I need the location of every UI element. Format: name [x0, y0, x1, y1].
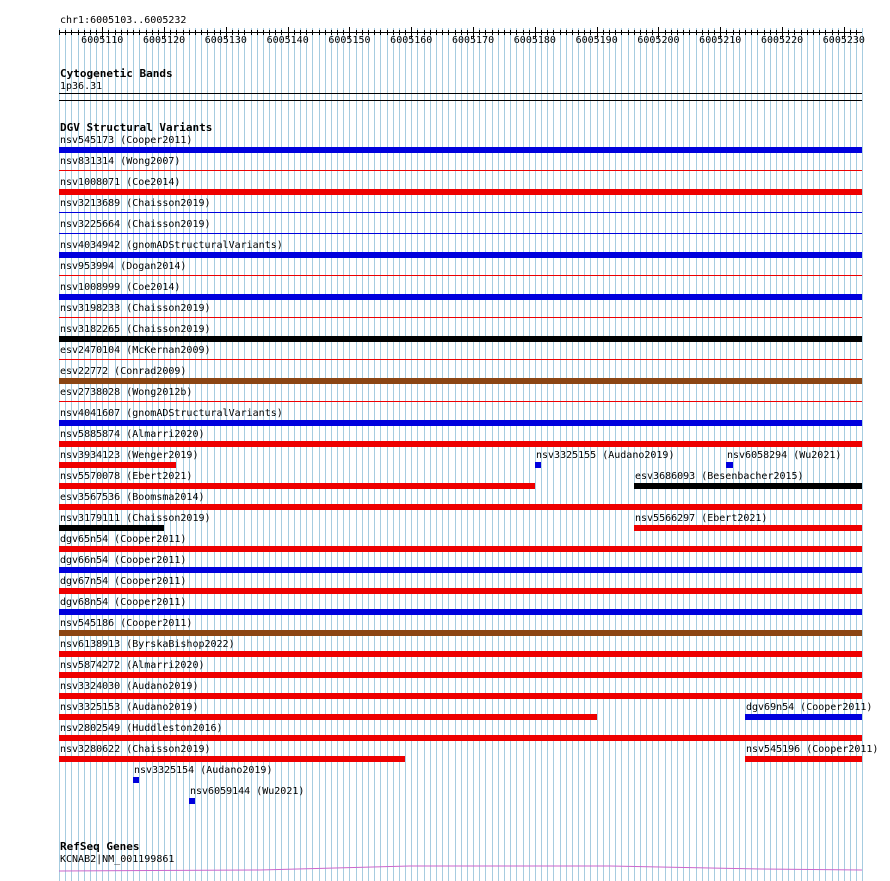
sv-label[interactable]: nsv5885874 (Almarri2020) [60, 429, 205, 440]
sv-feature-bar[interactable] [59, 588, 862, 594]
ruler-tick-label: 6005120 [142, 35, 186, 46]
ruler-tick-label: 6005200 [637, 35, 680, 46]
sv-label[interactable]: nsv5570078 (Ebert2021) [60, 471, 193, 482]
ruler-tick-label: 6005170 [451, 35, 495, 46]
sv-label[interactable]: dgv66n54 (Cooper2011) [60, 555, 187, 566]
sv-feature-bar[interactable] [745, 714, 862, 720]
sv-feature-bar[interactable] [535, 462, 541, 468]
ruler-tick-label: 6005190 [575, 35, 618, 46]
sv-label[interactable]: nsv953994 (Dogan2014) [60, 261, 187, 272]
ruler-tick-label: 6005210 [699, 35, 742, 46]
sv-label[interactable]: nsv545196 (Cooper2011) [746, 744, 879, 755]
cytoband-track-title[interactable]: Cytogenetic Bands [60, 67, 173, 80]
sv-label[interactable]: nsv3325155 (Audano2019) [536, 450, 675, 461]
ruler-tick-label: 6005110 [81, 35, 124, 46]
track-separator [59, 100, 862, 101]
refseq-gene-label[interactable]: KCNAB2|NM_001199861 [60, 854, 175, 865]
ruler-tick-label: 6005160 [390, 35, 433, 46]
sv-label[interactable]: nsv3182265 (Chaisson2019) [60, 324, 211, 335]
sv-feature-bar[interactable] [59, 693, 862, 699]
sv-feature-bar[interactable] [59, 462, 176, 468]
sv-label[interactable]: nsv1008071 (Coe2014) [60, 177, 181, 188]
sv-label[interactable]: nsv3280622 (Chaisson2019) [60, 744, 211, 755]
ruler-tick-label: 6005140 [266, 35, 309, 46]
sv-label[interactable]: esv22772 (Conrad2009) [60, 366, 187, 377]
sv-feature-bar[interactable] [59, 147, 862, 153]
sv-feature-bar[interactable] [59, 275, 862, 276]
sv-label[interactable]: nsv5874272 (Almarri2020) [60, 660, 205, 671]
sv-feature-bar[interactable] [59, 378, 862, 384]
cytoband-band[interactable] [59, 93, 862, 94]
sv-label[interactable]: nsv5566297 (Ebert2021) [635, 513, 768, 524]
sv-label[interactable]: dgv69n54 (Cooper2011) [746, 702, 873, 713]
sv-feature-bar[interactable] [59, 170, 862, 171]
sv-label[interactable]: nsv831314 (Wong2007) [60, 156, 181, 167]
sv-label[interactable]: esv3567536 (Boomsma2014) [60, 492, 205, 503]
refseq-track-title[interactable]: RefSeq Genes [60, 840, 140, 853]
sv-feature-bar[interactable] [59, 651, 862, 657]
sv-label[interactable]: nsv2802549 (Huddleston2016) [60, 723, 223, 734]
sv-feature-bar[interactable] [745, 756, 862, 762]
dgv-track-title[interactable]: DGV Structural Variants [60, 121, 213, 134]
sv-label[interactable]: nsv1008999 (Coe2014) [60, 282, 181, 293]
refseq-gene-model[interactable] [0, 861, 890, 881]
sv-label[interactable]: nsv3198233 (Chaisson2019) [60, 303, 211, 314]
sv-feature-bar[interactable] [59, 714, 597, 720]
sv-feature-bar[interactable] [59, 401, 862, 402]
sv-feature-bar[interactable] [59, 756, 405, 762]
sv-label[interactable]: nsv6058294 (Wu2021) [727, 450, 842, 461]
sv-feature-bar[interactable] [59, 189, 862, 195]
sv-label[interactable]: nsv3934123 (Wenger2019) [60, 450, 199, 461]
sv-feature-bar[interactable] [59, 546, 862, 552]
sv-label[interactable]: esv2738028 (Wong2012b) [60, 387, 193, 398]
sv-feature-bar[interactable] [726, 462, 733, 468]
sv-feature-bar[interactable] [59, 567, 862, 573]
sv-feature-bar[interactable] [59, 672, 862, 678]
sv-feature-bar[interactable] [59, 294, 862, 300]
region-label: chr1:6005103..6005232 [60, 15, 187, 26]
sv-label[interactable]: esv3686093 (Besenbacher2015) [635, 471, 804, 482]
sv-feature-bar[interactable] [59, 317, 862, 318]
sv-label[interactable]: nsv3324030 (Audano2019) [60, 681, 199, 692]
sv-feature-bar[interactable] [59, 504, 862, 510]
sv-label[interactable]: nsv4041607 (gnomADStructuralVariants) [60, 408, 283, 419]
sv-label[interactable]: dgv68n54 (Cooper2011) [60, 597, 187, 608]
sv-feature-bar[interactable] [133, 777, 139, 783]
sv-label[interactable]: nsv3325154 (Audano2019) [134, 765, 273, 776]
ruler-tick-label: 6005230 [822, 35, 865, 46]
sv-label[interactable]: nsv3325153 (Audano2019) [60, 702, 199, 713]
sv-label[interactable]: dgv65n54 (Cooper2011) [60, 534, 187, 545]
sv-feature-bar[interactable] [59, 212, 862, 213]
sv-label[interactable]: nsv4034942 (gnomADStructuralVariants) [60, 240, 283, 251]
sv-feature-bar[interactable] [634, 483, 862, 489]
sv-feature-bar[interactable] [59, 233, 862, 234]
ruler-tick-label: 6005150 [328, 35, 371, 46]
sv-feature-bar[interactable] [59, 420, 862, 426]
refseq-intron-line[interactable] [59, 866, 862, 871]
sv-label[interactable]: nsv545173 (Cooper2011) [60, 135, 193, 146]
sv-label[interactable]: nsv6059144 (Wu2021) [190, 786, 305, 797]
ruler-tick-label: 6005220 [760, 35, 804, 46]
sv-label[interactable]: esv2470104 (McKernan2009) [60, 345, 211, 356]
sv-feature-bar[interactable] [59, 336, 862, 342]
cytoband-label[interactable]: 1p36.31 [60, 81, 103, 92]
sv-feature-bar[interactable] [59, 441, 862, 447]
sv-feature-bar[interactable] [59, 609, 862, 615]
sv-feature-bar[interactable] [59, 483, 535, 489]
ruler-tick-label: 6005180 [513, 35, 556, 46]
sv-label[interactable]: nsv3179111 (Chaisson2019) [60, 513, 211, 524]
ruler-tick-label: 6005130 [204, 35, 247, 46]
sv-feature-bar[interactable] [189, 798, 195, 804]
sv-feature-bar[interactable] [59, 630, 862, 636]
sv-label[interactable]: dgv67n54 (Cooper2011) [60, 576, 187, 587]
sv-feature-bar[interactable] [634, 525, 862, 531]
sv-label[interactable]: nsv3213689 (Chaisson2019) [60, 198, 211, 209]
sv-label[interactable]: nsv545186 (Cooper2011) [60, 618, 193, 629]
sv-feature-bar[interactable] [59, 525, 164, 531]
sv-feature-bar[interactable] [59, 359, 862, 360]
sv-feature-bar[interactable] [59, 252, 862, 258]
sv-label[interactable]: nsv6138913 (ByrskaBishop2022) [60, 639, 235, 650]
sv-label[interactable]: nsv3225664 (Chaisson2019) [60, 219, 211, 230]
sv-feature-bar[interactable] [59, 735, 862, 741]
